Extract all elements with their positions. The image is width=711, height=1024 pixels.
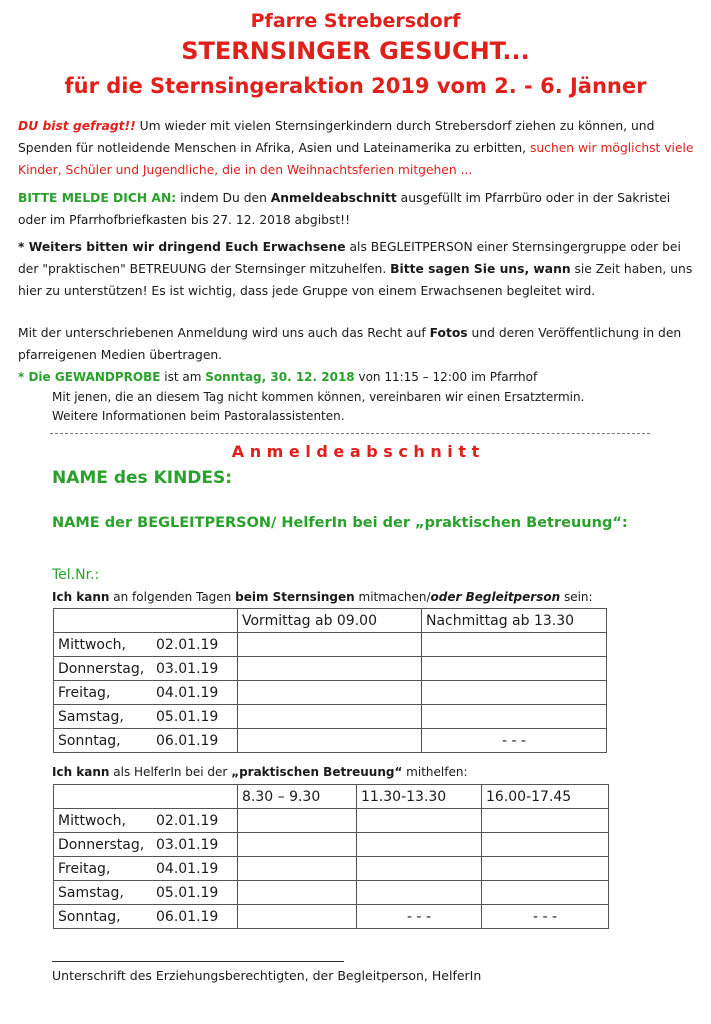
table-row	[54, 633, 607, 657]
slot-cell[interactable]: - - -	[422, 729, 607, 753]
table-row	[54, 729, 607, 753]
intro-tail: suchen wir möglichst viele Kinder, Schüler und Jugendliche, die in den Weihnachtsferien mitgehen ...	[18, 141, 694, 177]
slot-cell[interactable]	[357, 881, 482, 905]
slot-cell[interactable]	[482, 857, 609, 881]
slot-cell[interactable]	[238, 633, 422, 657]
day-cell	[54, 633, 238, 657]
slot-cell[interactable]	[357, 833, 482, 857]
child-name-label: NAME des KINDES:	[52, 468, 233, 488]
table1-intro-e: oder Begleitperson	[430, 590, 561, 604]
slot-cell[interactable]	[357, 809, 482, 833]
slot-cell[interactable]	[238, 681, 422, 705]
table-header: 11.30-13.30	[357, 785, 482, 809]
table-row	[54, 833, 609, 857]
date-label: 04.01.19	[156, 860, 219, 877]
table2-intro	[52, 765, 467, 779]
slot-cell[interactable]	[422, 657, 607, 681]
table-header: Nachmittag ab 13.30	[422, 609, 607, 633]
rehearsal-lead: Die GEWANDPROBE	[28, 370, 161, 384]
day-label: Freitag,	[58, 860, 111, 877]
slot-cell[interactable]	[238, 705, 422, 729]
parish-name: Pfarre Strebersdorf	[250, 10, 461, 32]
rehearsal-line-2: Mit jenen, die an diesem Tag nicht kommen können, vereinbaren wir einen Ersatztermin.	[52, 390, 585, 404]
day-label: Sonntag,	[58, 908, 121, 925]
table1-intro-c: beim Sternsingen	[235, 590, 355, 604]
date-label: 03.01.19	[156, 836, 219, 853]
slot-cell[interactable]	[422, 705, 607, 729]
adults-strong-1: Weiters bitten wir dringend Euch Erwachsene	[28, 240, 346, 254]
rehearsal-text-2: von 11:15 – 12:00 im Pfarrhof	[354, 370, 538, 384]
table1-intro-b: an folgenden Tagen	[109, 590, 236, 604]
day-label: Samstag,	[58, 708, 124, 725]
table2-intro-a: Ich kann	[52, 765, 110, 779]
photos-text-2: und deren Veröffentlichung in den pfarreigenen Medien übertragen.	[18, 326, 682, 362]
day-cell	[54, 881, 238, 905]
signup-text-2: ausgefüllt im Pfarrbüro oder in der Sakristei oder im Pfarrhofbriefkasten bis 27. 12. 2018 abgibst!!	[18, 191, 671, 227]
day-cell	[54, 729, 238, 753]
slot-cell[interactable]	[238, 809, 357, 833]
table-header: 16.00-17.45	[482, 785, 609, 809]
date-label: 05.01.19	[156, 708, 219, 725]
slot-cell[interactable]	[238, 657, 422, 681]
signup-paragraph	[18, 187, 698, 231]
day-label: Sonntag,	[58, 732, 121, 749]
day-label: Samstag,	[58, 884, 124, 901]
slot-cell[interactable]	[422, 681, 607, 705]
rehearsal-line-3: Weitere Informationen beim Pastoralassistenten.	[52, 409, 345, 423]
table1-intro	[52, 590, 593, 604]
phone-label: Tel.Nr.:	[52, 567, 100, 583]
rehearsal-date: Sonntag, 30. 12. 2018	[205, 370, 355, 384]
slot-cell[interactable]	[238, 833, 357, 857]
slot-cell[interactable]: - - -	[482, 905, 609, 929]
signup-strong: Anmeldeabschnitt	[270, 191, 397, 205]
table-header: 8.30 – 9.30	[238, 785, 357, 809]
slot-cell[interactable]	[238, 857, 357, 881]
table1-intro-f: sein:	[560, 590, 593, 604]
day-label: Freitag,	[58, 684, 111, 701]
form-title: A n m e l d e a b s c h n i t t	[231, 442, 480, 461]
adults-paragraph	[18, 236, 698, 302]
date-label: 03.01.19	[156, 660, 219, 677]
table-singing	[53, 608, 607, 753]
table-row	[54, 657, 607, 681]
rehearsal-line	[18, 366, 698, 388]
signature-line[interactable]	[52, 961, 344, 962]
headline: STERNSINGER GESUCHT...	[181, 37, 530, 65]
signup-text-1: indem Du den	[176, 191, 271, 205]
slot-cell[interactable]	[238, 881, 357, 905]
rehearsal-text-1: ist am	[160, 370, 206, 384]
adults-text-1: als BEGLEITPERSON einer Sternsingergruppe oder bei der "praktischen" BETREUUNG der Sternsinger mitzuhelfen.	[18, 240, 681, 276]
table-row	[54, 857, 609, 881]
slot-cell[interactable]	[482, 809, 609, 833]
day-cell	[54, 657, 238, 681]
table-row	[54, 809, 609, 833]
intro-paragraph	[18, 115, 698, 181]
table-row	[54, 609, 607, 633]
signup-lead: BITTE MELDE DICH AN:	[18, 191, 177, 205]
date-label: 06.01.19	[156, 908, 219, 925]
slot-cell[interactable]	[482, 881, 609, 905]
intro-lead: DU bist gefragt!!	[18, 119, 136, 133]
photos-text-1: Mit der unterschriebenen Anmeldung wird uns auch das Recht auf	[18, 326, 430, 340]
table-cell	[54, 785, 238, 809]
companion-name-label: NAME der BEGLEITPERSON/ HelferIn bei der „praktischen Betreuung“:	[52, 515, 628, 531]
table1-intro-d: mitmachen/	[354, 590, 431, 604]
subheadline: für die Sternsingeraktion 2019 vom 2. - 6. Jänner	[64, 74, 647, 98]
table-cell	[54, 609, 238, 633]
slot-cell[interactable]	[482, 833, 609, 857]
table2-intro-b: als HelferIn bei der	[109, 765, 232, 779]
photos-strong: Fotos	[429, 326, 468, 340]
table2-intro-d: mithelfen:	[402, 765, 468, 779]
table-helpers	[53, 784, 609, 929]
table-row	[54, 785, 609, 809]
table-row	[54, 881, 609, 905]
day-cell	[54, 681, 238, 705]
table-header: Vormittag ab 09.00	[238, 609, 422, 633]
slot-cell[interactable]	[422, 633, 607, 657]
date-label: 02.01.19	[156, 636, 219, 653]
date-label: 06.01.19	[156, 732, 219, 749]
slot-cell[interactable]	[357, 857, 482, 881]
day-cell	[54, 833, 238, 857]
intro-text: Um wieder mit vielen Sternsingerkindern durch Strebersdorf ziehen zu können, und Spenden für notleidende Menschen in Afrika, Asien und Lateinamerika zu erbitten,	[18, 119, 655, 155]
adults-text-2: sie Zeit haben, uns hier zu unterstützen! Es ist wichtig, dass jede Gruppe von einem Erwachsenen begleitet wird.	[18, 262, 693, 298]
day-label: Donnerstag,	[58, 836, 145, 853]
table-row	[54, 905, 609, 929]
signature-caption: Unterschrift des Erziehungsberechtigten, der Begleitperson, HelferIn	[52, 968, 482, 983]
day-cell	[54, 857, 238, 881]
adults-strong-2: Bitte sagen Sie uns, wann	[390, 262, 571, 276]
table-row	[54, 705, 607, 729]
table2-intro-c: „praktischen Betreuung“	[231, 765, 403, 779]
day-cell	[54, 905, 238, 929]
slot-cell[interactable]: - - -	[357, 905, 482, 929]
table-row	[54, 681, 607, 705]
slot-cell[interactable]	[238, 729, 422, 753]
rehearsal-star: *	[18, 370, 29, 384]
date-label: 02.01.19	[156, 812, 219, 829]
cut-line	[50, 433, 650, 434]
date-label: 04.01.19	[156, 684, 219, 701]
slot-cell[interactable]	[238, 905, 357, 929]
table1-intro-a: Ich kann	[52, 590, 110, 604]
date-label: 05.01.19	[156, 884, 219, 901]
photos-paragraph	[18, 322, 698, 366]
day-cell	[54, 705, 238, 729]
day-label: Donnerstag,	[58, 660, 145, 677]
day-label: Mittwoch,	[58, 636, 126, 653]
adults-star: *	[18, 240, 29, 254]
day-cell	[54, 809, 238, 833]
day-label: Mittwoch,	[58, 812, 126, 829]
